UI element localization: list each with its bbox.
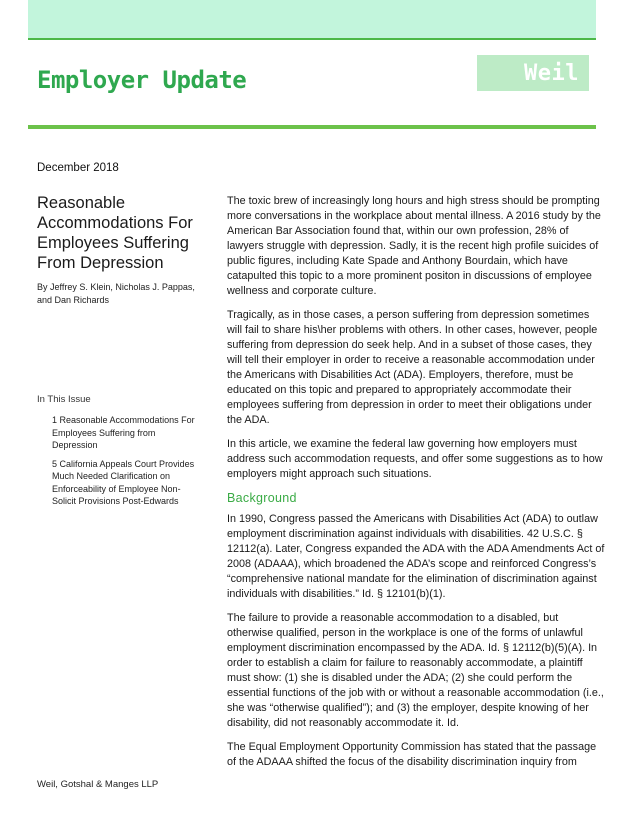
toc-heading: In This Issue — [37, 394, 91, 405]
toc-list — [37, 414, 197, 508]
header-band — [28, 0, 596, 38]
body-paragraph: The toxic brew of increasingly long hours and high stress should be prompting more conversations in the workplace about mental illness. A 2016 study by the American Bar Association found that, within our own profession, 28% of lawyers struggle with depression. Sadly, it is the recent high profile suicides of public figures, including Kate Spade and Anthony Bourdain, which have catapulted this topic to a more prominent positon in discussions of employee wellness and corporate culture. — [227, 195, 601, 297]
body-paragraph: The Equal Employment Opportunity Commission has stated that the passage of the ADAAA shifted the focus of the disability discrimination inquiry from — [227, 741, 597, 768]
article-title: Reasonable Accommodations For Employees Suffering From Depression — [37, 194, 193, 272]
toc-item-california-appeals[interactable]: 5 California Appeals Court Provides Much Needed Clarification on Enforceability of Employee Non-Solicit Provisions Post-Edwards — [52, 458, 195, 506]
article-byline: By Jeffrey S. Klein, Nicholas J. Pappas, and Dan Richards — [37, 282, 195, 305]
toc-item-reasonable-accommodations[interactable]: 1 Reasonable Accommodations For Employees Suffering from Depression — [52, 415, 195, 450]
body-paragraph: Tragically, as in those cases, a person suffering from depression sometimes will fail to share his\her problems with others. In other cases, however, people suffering from depression do seek help. And in a subset of those cases, they will tell their employer in order to receive a reasonable accommodation under the Americans with Disabilities Act (ADA). Employers, therefore, must be educated on this topic and prepared to appropriately accommodate their employees suffering from depression in order to meet their obligations under the ADA. — [227, 309, 598, 426]
section-heading-background: Background — [227, 491, 297, 505]
body-paragraph: In 1990, Congress passed the Americans with Disabilities Act (ADA) to outlaw employment discrimination against individuals with disabilities. 42 U.S.C. § 12112(a). Later, Congress expanded the ADA with the ADA Amendments Act of 2008 (ADAAA), which broadened the ADA’s scope and reinforced Congress’s “comprehensive national mandate for the elimination of discrimination against individuals with disabilities.” Id. § 12101(b)(1). — [227, 513, 605, 600]
body-paragraph: The failure to provide a reasonable accommodation to a disabled, but otherwise qualified, person in the workplace is one of the forms of unlawful employment discrimination encompassed by the ADA. Id. § 12112(b)(5)(A). In order to establish a claim for failure to reasonably accommodate, a plaintiff must show: (1) she is disabled under the ADA; (2) she could perform the essential functions of the job with or without a reasonable accommodation (i.e., she was “otherwise qualified”); and (3) the employer, despite knowing of her disability, did not reasonably accommodate it. Id. — [227, 612, 604, 729]
footer-firm-name: Weil, Gotshal & Manges LLP — [37, 779, 159, 790]
header-top-rule — [28, 38, 596, 40]
article-sidebar — [37, 193, 197, 307]
article-body — [227, 194, 605, 779]
logo-text: Weil — [524, 60, 579, 86]
newsletter-title: Employer Update — [37, 66, 247, 94]
weil-logo — [477, 55, 589, 91]
issue-date: December 2018 — [37, 162, 119, 174]
body-paragraph: In this article, we examine the federal law governing how employers must address such accommodation requests, and offer some suggestions as to how employers might approach such situations. — [227, 438, 603, 480]
header-divider — [28, 125, 596, 129]
in-this-issue — [37, 394, 197, 514]
